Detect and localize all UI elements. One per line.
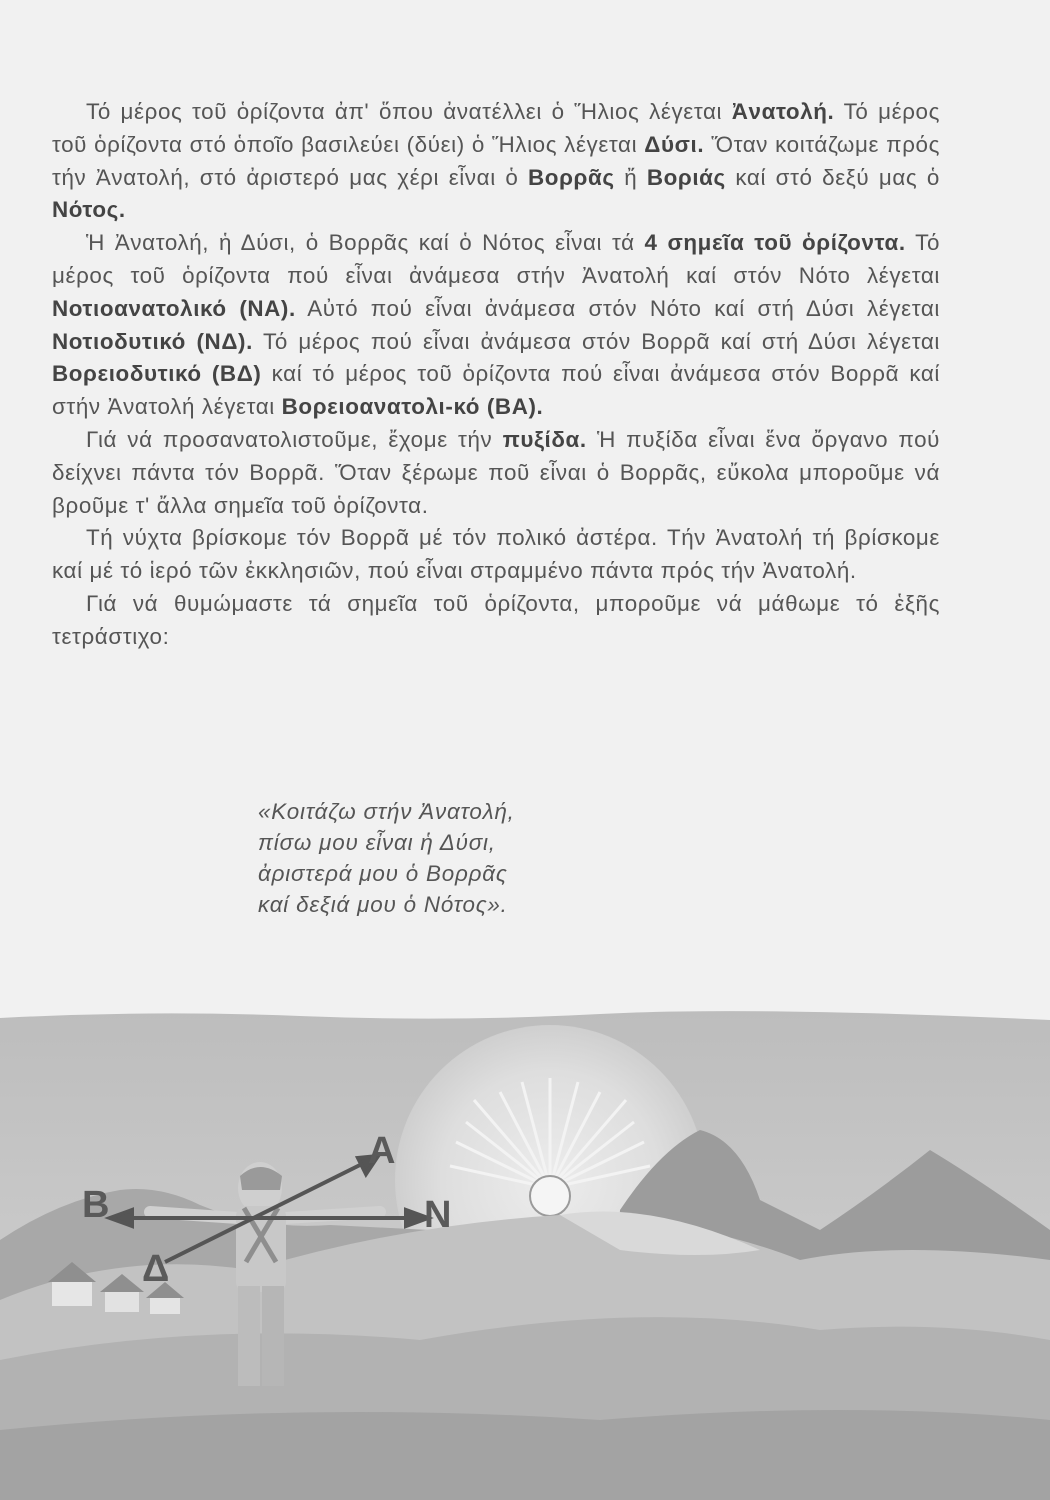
text-run: Γιά νά θυμώμαστε τά σημεῖα τοῦ ὁρίζοντα, μποροῦμε νά μάθωμε τό ἑξῆς τετράστιχο: [52, 590, 940, 649]
bold-term: Νοτιοανατολικό (ΝΑ). [52, 295, 296, 321]
paragraph-4 [52, 522, 940, 588]
text-run: Ἡ Ἀνατολή, ἡ Δύσι, ὁ Βορρᾶς καί ὁ Νότος εἶναι τά [86, 230, 645, 256]
label-south: Ν [424, 1194, 452, 1236]
quatrain [258, 796, 678, 920]
poem-line-2: πίσω μου εἶναι ἡ Δύσι, [258, 830, 496, 855]
text-run: καί τό μέρος τοῦ ὁρίζοντα πού εἶναι ἀνάμεσα στόν Βορρᾶ καί στήν Ἀνατολή λέγεται [52, 361, 940, 420]
paragraph-1 [52, 96, 940, 227]
sun-icon [530, 1176, 570, 1216]
bold-term: 4 σημεῖα τοῦ ὁρίζοντα. [644, 230, 906, 256]
sunrise-illustration [0, 1000, 1050, 1500]
poem-line-4: καί δεξιά μου ὁ Νότος». [258, 892, 508, 917]
bold-term: Βορειοδυτικό (ΒΔ) [52, 361, 262, 387]
text-run: Ὅταν κοιτάζωμε πρός τήν Ἀνατολή, στό ἀριστερό μας χέρι εἶναι ὁ [52, 131, 940, 190]
label-east: Α [368, 1130, 396, 1172]
poem-line-1: «Κοιτάζω στήν Ἀνατολή, [258, 799, 515, 824]
text-run: Ἡ πυξίδα εἶναι ἕνα ὄργανο πού δείχνει πάντα τόν Βορρᾶ. Ὅταν ξέρωμε ποῦ εἶναι ὁ Βορρᾶς, εὔκολα μποροῦμε νά βροῦμε τ' ἄλλα σημεῖα τοῦ ὁρίζοντα. [52, 426, 941, 518]
paragraph-5 [52, 588, 940, 654]
bold-term: Βορρᾶς [528, 164, 615, 190]
poem-line-3: ἀριστερά μου ὁ Βορρᾶς [258, 861, 508, 886]
bold-term: Νοτιοδυτικό (ΝΔ). [52, 328, 253, 354]
bold-term: Βοριάς [646, 164, 726, 190]
bold-term: Βορειοανατολι-κό (ΒΑ). [281, 394, 544, 420]
label-west: Δ [142, 1248, 170, 1290]
text-run: Τό μέρος πού εἶναι ἀνάμεσα στόν Βορρᾶ καί στή Δύσι λέγεται [252, 328, 940, 354]
bold-term: Δύσι. [644, 131, 705, 157]
label-north: Β [82, 1184, 110, 1226]
text-run: Γιά νά προσανατολιστοῦμε, ἔχομε τήν [86, 426, 503, 452]
paragraph-3 [52, 424, 940, 522]
body-text [52, 96, 940, 654]
text-run: καί στό δεξύ μας ὁ [725, 164, 940, 190]
text-run: ἤ [614, 164, 647, 190]
bold-term: Ἀνατολή. [731, 99, 835, 124]
text-run: Τό μέρος τοῦ ὁρίζοντα πού εἶναι ἀνάμεσα στήν Ἀνατολή καί στόν Νότο λέγεται [52, 230, 940, 288]
text-run: Τό μέρος τοῦ ὁρίζοντα ἀπ' ὅπου ἀνατέλλει ὁ Ἥλιος λέγεται [86, 99, 732, 124]
text-run: Τό μέρος τοῦ ὁρίζοντα στό ὁποῖο βασιλεύει (δύει) ὁ Ἥλιος λέγεται [52, 99, 940, 157]
bold-term: Νότος. [52, 197, 126, 223]
text-run: Αὐτό πού εἶναι ἀνάμεσα στόν Νότο καί στή Δύσι λέγεται [295, 295, 940, 321]
foreground-near [0, 1410, 1050, 1500]
bold-term: πυξίδα. [502, 426, 587, 452]
text-run: Τή νύχτα βρίσκομε τόν Βορρᾶ μέ τόν πολικό ἀστέρα. Τήν Ἀνατολή τή βρίσκομε καί μέ τό ἱερό τῶν ἐκκλησιῶν, πού εἶναι στραμμένο πάντα πρός τήν Ἀνατολή. [52, 525, 940, 584]
paragraph-2 [52, 227, 940, 424]
